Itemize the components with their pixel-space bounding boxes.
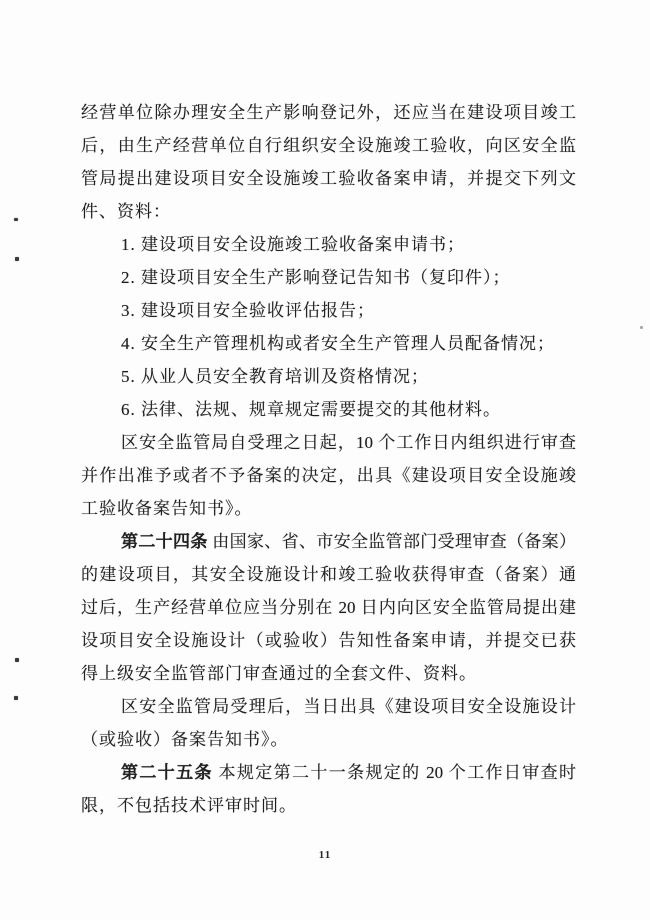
list-item-6: 6. 法律、法规、规章规定需要提交的其他材料。	[121, 400, 501, 419]
list-item-4: 4. 安全生产管理机构或者安全生产管理人员配备情况；	[121, 334, 555, 353]
paragraph-start-line: 区安全监管局自受理之日起，10 个工作日内组织进行审查	[121, 433, 576, 452]
body-line: 过后，生产经营单位应当分别在 20 日内向区安全监管局提出建	[81, 598, 576, 617]
scan-speck	[640, 326, 643, 329]
paragraph-start-line: 区安全监管局受理后，当日出具《建设项目安全设施设计	[121, 697, 576, 716]
list-item-1: 1. 建设项目安全设施竣工验收备案申请书；	[121, 235, 465, 254]
body-line: 后，由生产经营单位自行组织安全设施竣工验收，向区安全监	[81, 136, 576, 155]
scan-speck	[15, 658, 19, 662]
body-line: 的建设项目，其安全设施设计和竣工验收获得审查（备案）通	[81, 565, 576, 584]
body-line: 件、资料：	[81, 202, 171, 221]
scan-speck	[15, 257, 19, 261]
body-line: 管局提出建设项目安全设施竣工验收备案申请，并提交下列文	[81, 169, 576, 188]
list-item-2: 2. 建设项目安全生产影响登记告知书（复印件）；	[121, 268, 511, 287]
body-line: 设项目安全设施设计（或验收）告知性备案申请，并提交已获	[81, 631, 576, 650]
body-line: 并作出准予或者不予备案的决定，出具《建设项目安全设施竣	[81, 466, 576, 485]
page-number: 11	[318, 849, 332, 861]
paragraph-end-line: 限，不包括技术评审时间。	[81, 796, 297, 815]
paragraph-end-line: 得上级安全监管部门审查通过的全套文件、资料。	[81, 664, 477, 683]
document-body	[81, 96, 576, 822]
paragraph-end-line: 工验收备案告知书》。	[81, 499, 253, 518]
paragraph-end-line: （或验收）备案告知书》。	[81, 730, 289, 749]
list-item-3: 3. 建设项目安全验收评估报告；	[121, 301, 375, 320]
article-25-number: 第二十五条	[121, 763, 213, 782]
body-line: 经营单位除办理安全生产影响登记外，还应当在建设项目竣工	[81, 103, 576, 122]
scan-speck	[14, 696, 18, 700]
article-25-text: 本规定第二十一条规定的 20 个工作日审查时	[212, 763, 577, 782]
article-25-line	[81, 756, 576, 789]
article-24-line	[81, 525, 576, 558]
scan-speck	[14, 218, 18, 221]
article-24-text: 由国家、省、市安全监管部门受理审查（备案）	[207, 532, 577, 551]
article-24-number: 第二十四条	[121, 532, 208, 551]
list-item-5: 5. 从业人员安全教育培训及资格情况；	[121, 367, 429, 386]
